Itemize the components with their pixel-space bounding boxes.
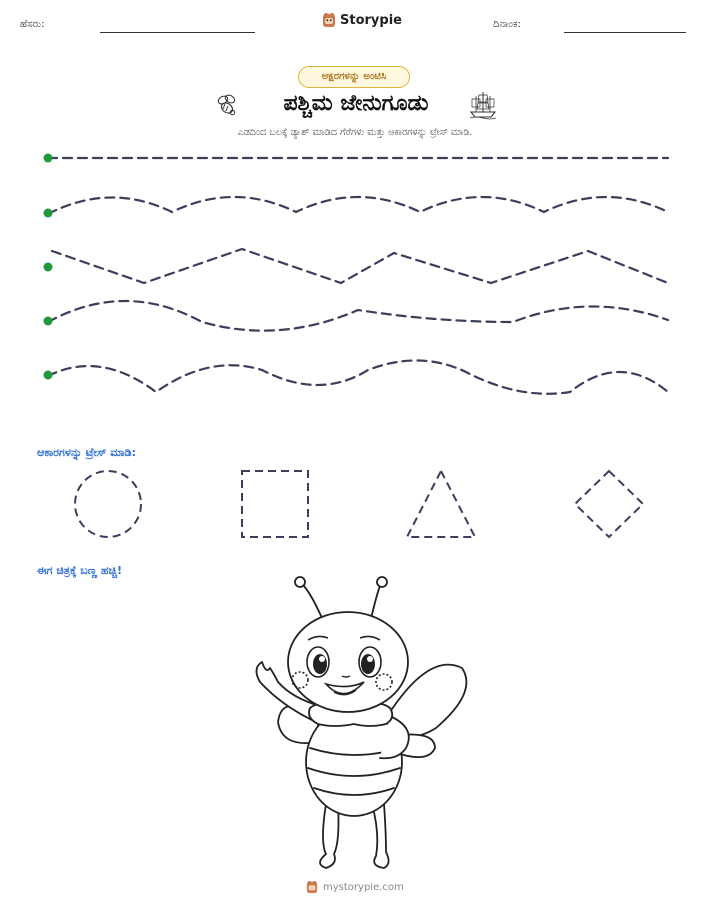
- name-label: ಹೆಸರು:: [20, 19, 45, 30]
- shapes-label: ಆಕಾರಗಳನ್ನು ಟ್ರೇಸ್ ಮಾಡಿ:: [37, 446, 136, 459]
- start-dot: [44, 317, 53, 326]
- page-title: ಪಶ್ಚಿಮ ಜೇನುಗೂಡು: [283, 91, 429, 116]
- bee-coloring-picture: [230, 572, 480, 877]
- trace-shape-circle: [75, 471, 141, 537]
- trace-line-wave-3: [48, 360, 668, 393]
- trace-shape-diamond: [575, 471, 643, 537]
- trace-shapes: [0, 460, 709, 550]
- trace-line-wave-1: [48, 197, 668, 214]
- trace-line-wave-2: [48, 301, 668, 331]
- start-dot: [44, 209, 53, 218]
- trace-shape-triangle: [407, 471, 475, 537]
- footer: [306, 880, 404, 894]
- storypie-logo-icon: [306, 880, 318, 894]
- start-dot: [44, 263, 53, 272]
- trace-line-zigzag: [52, 249, 668, 283]
- coloring-label: ಈಗ ಚಿತ್ರಕ್ಕೆ ಬಣ್ಣ ಹಚ್ಚಿ!: [37, 564, 123, 577]
- date-label: ದಿನಾಂಕ:: [493, 19, 521, 30]
- start-dot: [44, 154, 53, 163]
- instructions: ಎಡದಿಂದ ಬಲಕ್ಕೆ ಡ್ಯಾಶ್ ಮಾಡಿದ ಗೆರೆಗಳು ಮತ್ತು ಆಕಾರಗಳನ್ನು ಟ್ರೇಸ್ ಮಾಡಿ.: [237, 127, 473, 138]
- footer-url[interactable]: mystorypie.com: [323, 881, 404, 893]
- trace-shape-square: [242, 471, 308, 537]
- brand-name: Storypie: [340, 12, 402, 28]
- trace-lines: [0, 0, 709, 400]
- start-dot: [44, 371, 53, 380]
- title-badge: ಅಕ್ಷರಗಳನ್ನು ಅಂಟಿಸಿ: [298, 66, 410, 88]
